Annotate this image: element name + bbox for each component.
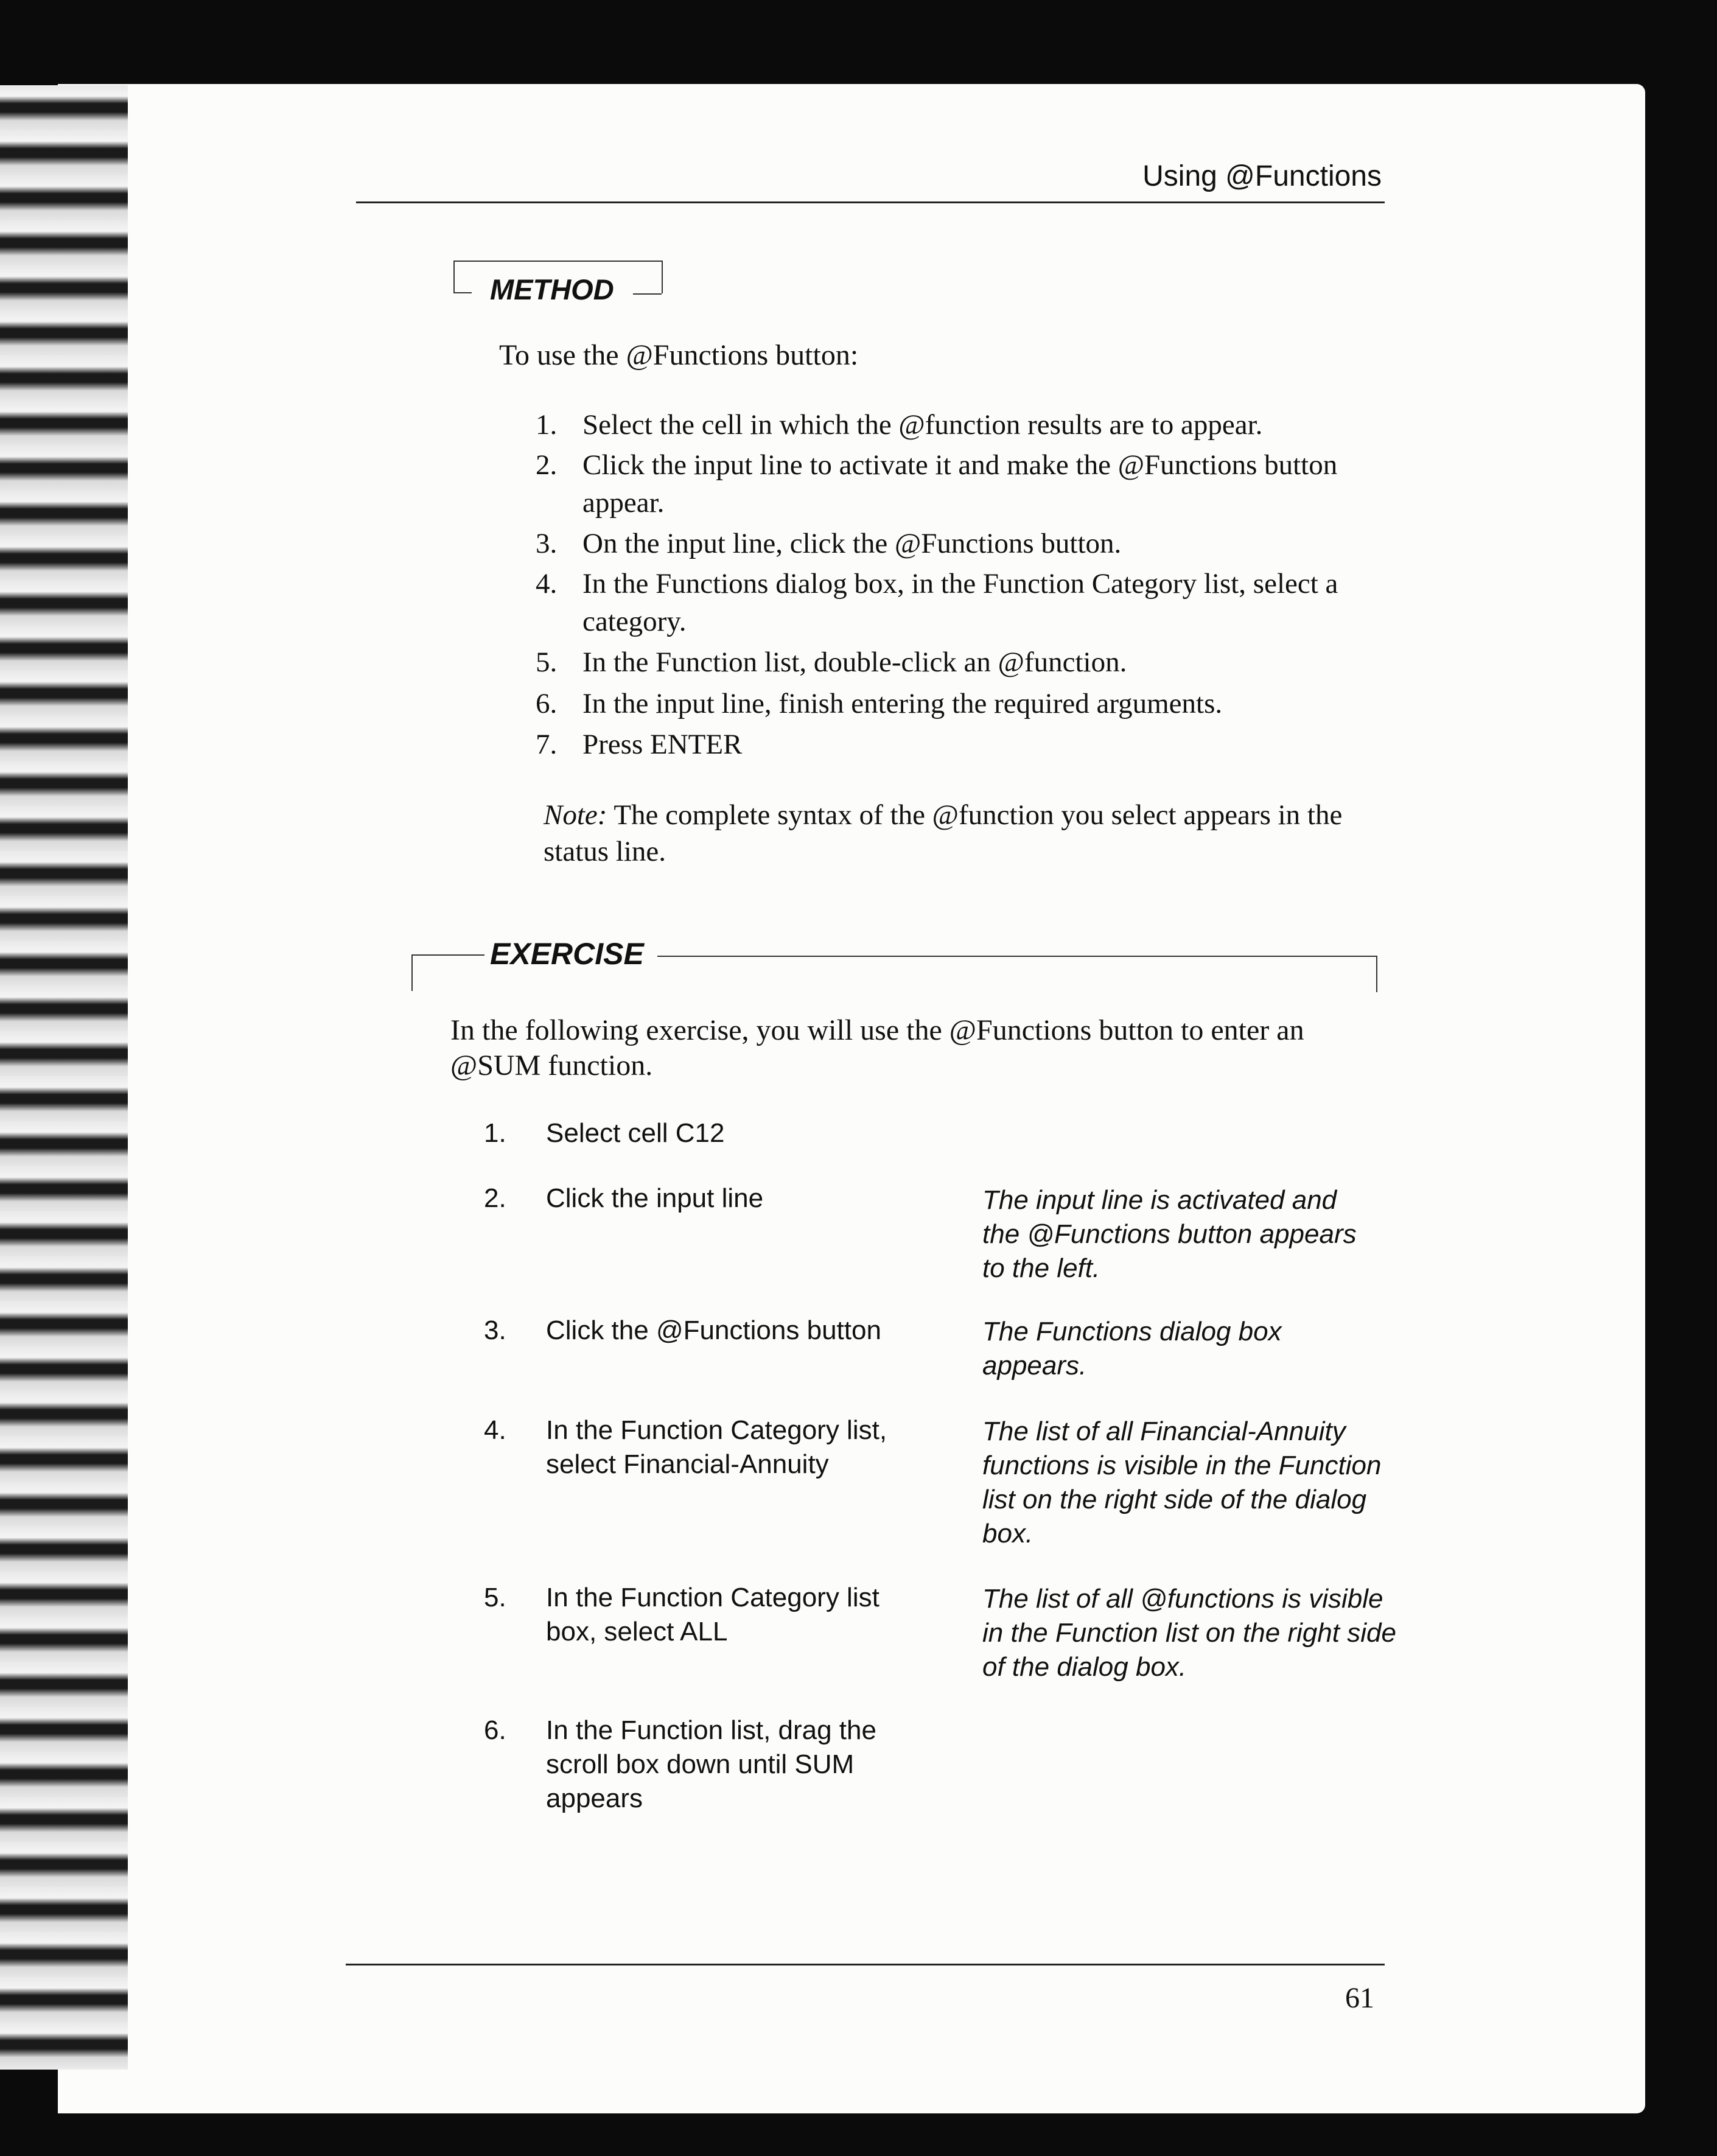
exercise-step-result: The list of all @functions is visible in the Function list on the right side of the dialog box.	[982, 1584, 1396, 1682]
exercise-step-action: In the Function list, drag the scroll box down until SUM appears	[546, 1715, 876, 1813]
note-label: Note:	[544, 799, 607, 831]
spiral-binding	[0, 85, 128, 2070]
method-heading-under-r	[633, 293, 662, 295]
exercise-step-action: In the Function Category list, select Financial-Annuity	[546, 1415, 887, 1479]
footer-rule	[346, 1964, 1385, 1965]
note-text: The complete syntax of the @function you select appears in the status line.	[544, 799, 1343, 867]
exercise-frame-left-tick	[411, 954, 413, 991]
exercise-frame-left-line	[411, 954, 484, 956]
header-rule	[356, 201, 1385, 203]
exercise-step-action: Select cell C12	[546, 1118, 725, 1148]
method-heading-under	[453, 292, 472, 293]
exercise-step-num: 5.	[484, 1583, 506, 1612]
method-intro: To use the @Functions button:	[499, 339, 859, 371]
page-number: 61	[1345, 1982, 1374, 2014]
method-note	[544, 797, 1383, 870]
exercise-frame-top-line	[657, 956, 1377, 957]
exercise-frame-right-tick	[1376, 956, 1377, 992]
exercise-heading: EXERCISE	[490, 937, 644, 971]
running-header: Using @Functions	[1142, 160, 1382, 192]
exercise-step-num: 6.	[484, 1715, 506, 1745]
exercise-step-num: 2.	[484, 1183, 506, 1213]
exercise-step-action: Click the input line	[546, 1183, 764, 1213]
exercise-step-num: 1.	[484, 1118, 506, 1148]
method-heading-frame-right	[662, 261, 663, 293]
exercise-step-action: In the Function Category list box, select ALL	[546, 1583, 879, 1647]
exercise-step-action: Click the @Functions button	[546, 1315, 881, 1345]
exercise-step-result: The list of all Financial-Annuity functions is visible in the Function list on the right side of the dialog box.	[982, 1416, 1382, 1549]
exercise-step-num: 3.	[484, 1315, 506, 1345]
exercise-step-result: The Functions dialog box appears.	[982, 1317, 1282, 1381]
exercise-intro: In the following exercise, you will use the @Functions button to enter an @SUM function.	[450, 1014, 1304, 1082]
method-heading: METHOD	[490, 273, 614, 306]
exercise-step-result: The input line is activated and the @Functions button appears to the left.	[982, 1185, 1357, 1283]
exercise-step-num: 4.	[484, 1415, 506, 1445]
